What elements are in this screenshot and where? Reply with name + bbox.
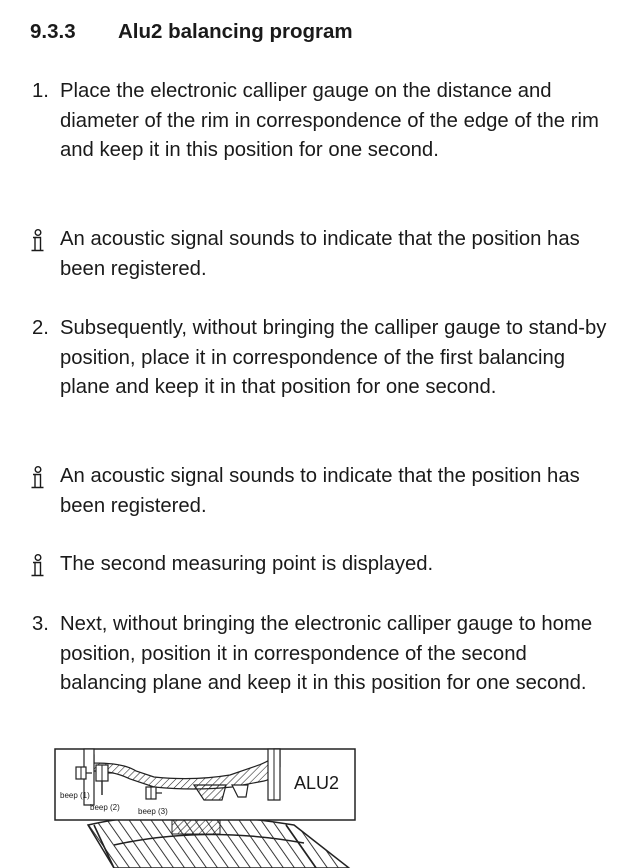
step-2 [32, 314, 607, 403]
beep-label-1: beep (1) [60, 791, 90, 800]
note-1 [32, 225, 607, 284]
step-number: 2. [32, 317, 49, 339]
note-2 [32, 462, 607, 521]
note-3 [32, 550, 607, 580]
beep-label-2: beep (2) [90, 803, 120, 812]
tyre-graphic [88, 815, 349, 868]
step-3 [32, 610, 607, 699]
figure-label: ALU2 [294, 773, 340, 793]
section-heading [30, 20, 353, 44]
section-number: 9.3.3 [30, 20, 76, 43]
step-1 [32, 77, 607, 166]
step-text: Next, without bringing the electronic calliper gauge to home position, position it in correspondence of the second balancing plane and keep it in this position for one second. [60, 613, 593, 695]
step-text: Place the electronic calliper gauge on the distance and diameter of the rim in correspondence of the edge of the rim and keep it in this position for one second. [60, 80, 599, 162]
step-text: Subsequently, without bringing the calliper gauge to stand-by position, place it in correspondence of the first balancing plane and keep it in that position for one second. [60, 317, 607, 399]
alu2-figure [54, 745, 356, 868]
step-number: 3. [32, 613, 49, 635]
note-text: The second measuring point is displayed. [60, 553, 434, 575]
note-text: An acoustic signal sounds to indicate that the position has been registered. [60, 465, 580, 517]
rim-diagram [54, 745, 356, 868]
section-title: Alu2 balancing program [118, 20, 353, 43]
beep-label-3: beep (3) [138, 807, 168, 816]
step-number: 1. [32, 80, 49, 102]
note-text: An acoustic signal sounds to indicate that the position has been registered. [60, 228, 580, 280]
